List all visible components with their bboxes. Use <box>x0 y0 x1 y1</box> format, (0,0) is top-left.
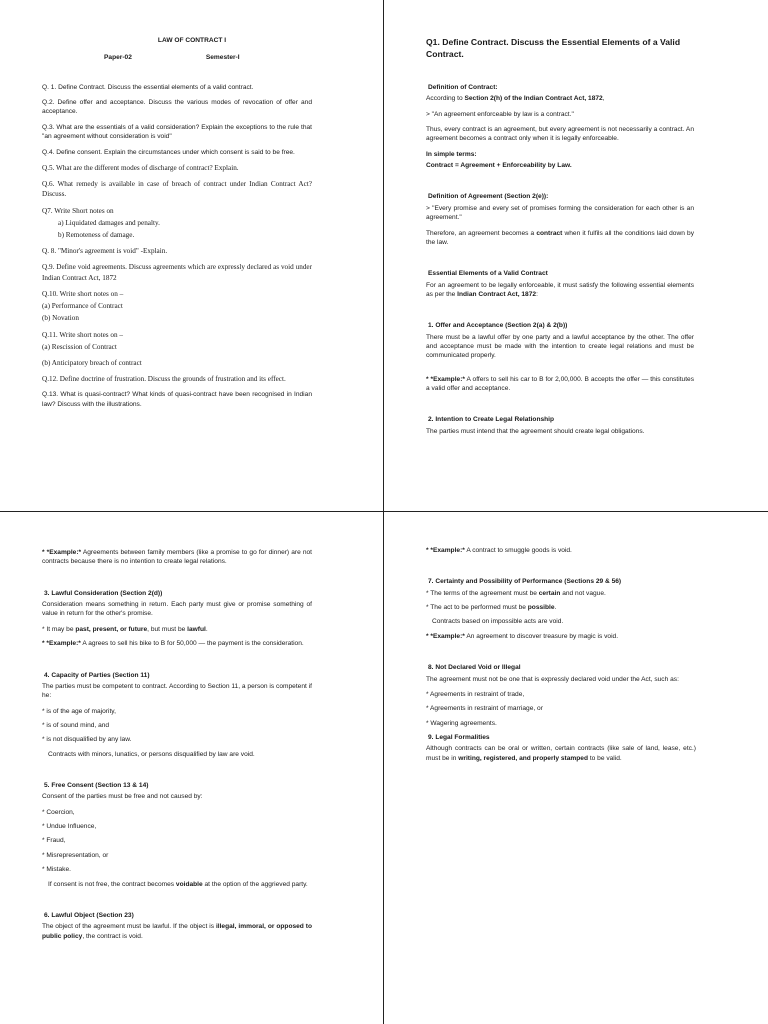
definition-agreement-heading: Definition of Agreement (Section 2(e)): <box>428 193 549 201</box>
element-4-bullet-1: * is of the age of majority, <box>42 707 116 715</box>
question-3: Q.3. What are the essentials of a valid consideration? Explain the exceptions to the rule that "an agreement without consideration is void" <box>42 123 312 141</box>
question-11: Q.11. Write short notes on – <box>42 330 123 339</box>
element-5-bullet-3: * Fraud, <box>42 837 66 845</box>
element-4-bullet-2: * is of sound mind, and <box>42 721 110 729</box>
element-8-text: The agreement must not be one that is expressly declared void under the Act, such as: <box>426 675 679 683</box>
element-5-note: If consent is not free, the contract becomes voidable at the option of the aggrieved party. <box>48 880 308 888</box>
definition-contract-heading: Definition of Contract: <box>428 83 498 91</box>
question-6: Q.6. What remedy is available in case of breach of contract under Indian Contract Act? Discuss. <box>42 180 312 199</box>
simple-terms-heading: In simple terms: <box>426 150 477 158</box>
question-2: Q.2. Define offer and acceptance. Discuss the various modes of revocation of offer and acceptance. <box>42 99 312 116</box>
element-3-bullet: * It may be past, present, or future, but must be lawful. <box>42 625 208 633</box>
element-8-bullet-1: * Agreements in restraint of trade, <box>426 690 525 698</box>
element-4-text: The parties must be competent to contract. According to Section 11, a person is competent if he: <box>42 682 312 700</box>
element-8-heading: 8. Not Declared Void or Illegal <box>428 664 521 672</box>
element-7-bullet-2: * The act to be performed must be possible. <box>426 604 557 612</box>
element-1-heading: 1. Offer and Acceptance (Section 2(a) & 2(b)) <box>428 322 568 330</box>
element-9-text: Although contracts can be oral or written, certain contracts (like sale of land, lease, etc.) must be in writing, registered, and properly stamped to be valid. <box>426 745 696 762</box>
element-8-bullet-2: * Agreements in restraint of marriage, or <box>426 705 543 713</box>
element-5-heading: 5. Free Consent (Section 13 & 14) <box>44 782 149 790</box>
question-11-b: (b) Anticipatory breach of contract <box>42 358 142 367</box>
question-10: Q.10. Write short notes on – <box>42 289 124 298</box>
paper-semester-row <box>42 53 312 62</box>
element-9-heading: 9. Legal Formalities <box>428 733 490 741</box>
element-3-heading: 3. Lawful Consideration (Section 2(d)) <box>44 589 163 597</box>
contract-formula: Contract = Agreement + Enforceability by Law. <box>426 162 572 170</box>
page-answer-1 <box>384 0 768 512</box>
element-1-example: * *Example:* A offers to sell his car to B for 2,00,000. B accepts the offer — this constitutes a valid offer and acceptance. <box>426 375 694 393</box>
element-4-note: Contracts with minors, lunatics, or persons disqualified by law are void. <box>48 750 255 758</box>
element-5-bullet-4: * Misrepresentation, or <box>42 851 109 859</box>
definition-contract-quote: > "An agreement enforceable by law is a contract." <box>426 110 574 118</box>
element-5-bullet-5: * Mistake. <box>42 866 71 874</box>
element-2-heading: 2. Intention to Create Legal Relationship <box>428 416 555 424</box>
element-7-note: Contracts based on impossible acts are void. <box>432 618 564 626</box>
question-10-b: (b) Novation <box>42 314 79 323</box>
element-8-bullet-3: * Wagering agreements. <box>426 719 497 727</box>
semester-label: Semester-I <box>205 54 240 62</box>
element-5-bullet-1: * Coercion, <box>42 808 75 816</box>
element-5-bullet-2: * Undue Influence, <box>42 823 97 831</box>
page-question-list <box>0 0 384 512</box>
question-1: Q. 1. Define Contract. Discuss the essential elements of a valid contract. <box>42 83 254 91</box>
question-7-b: b) Remoteness of damage. <box>58 230 135 239</box>
page-answer-2 <box>0 512 384 1024</box>
definition-contract-source: According to Section 2(h) of the Indian Contract Act, 1872, <box>426 95 605 103</box>
question-8: Q. 8. "Minor's agreement is void" -Explain. <box>42 247 168 256</box>
page-answer-3 <box>384 512 768 1024</box>
question-13: Q.13. What is quasi-contract? What kinds of quasi-contract have been recognised in Indian law? Discuss with the illustrations. <box>42 391 312 408</box>
question-9: Q.9. Define void agreements. Discuss agreements which are expressly declared as void under Indian Contract Act, 1872 <box>42 263 312 282</box>
element-6-heading: 6. Lawful Object (Section 23) <box>44 911 134 919</box>
element-2-example: * *Example:* Agreements between family members (like a promise to go for dinner) are not contracts because there is no intention to create legal relations. <box>42 549 312 566</box>
element-5-text: Consent of the parties must be free and not caused by: <box>42 793 203 801</box>
answer-heading: Q1. Define Contract. Discuss the Essential Elements of a Valid Contract. <box>426 37 681 60</box>
element-2-text: The parties must intend that the agreement should create legal obligations. <box>426 427 645 435</box>
paper-label: Paper-02 <box>104 54 132 62</box>
question-11-a: (a) Rescission of Contract <box>42 342 117 351</box>
essential-elements-heading: Essential Elements of a Valid Contract <box>428 270 548 278</box>
element-6-text: The object of the agreement must be lawful. If the object is illegal, immoral, or opposed to public policy, the contract is void. <box>42 923 312 940</box>
question-7: Q7. Write Short notes on <box>42 206 114 215</box>
element-6-example: * *Example:* A contract to smuggle goods is void. <box>426 547 572 554</box>
element-7-heading: 7. Certainty and Possibility of Performance (Sections 29 & 56) <box>428 578 622 586</box>
element-1-text: There must be a lawful offer by one party and a lawful acceptance by the other. The offer and acceptance must be made with the intention to create legal relations and must be communicated properly. <box>426 333 694 360</box>
element-3-example: * *Example:* A agrees to sell his bike to B for 50,000 — the payment is the consideration. <box>42 640 304 648</box>
question-5: Q.5. What are the different modes of discharge of contract? Explain. <box>42 163 239 172</box>
question-4: Q.4. Define consent. Explain the circumstances under which consent is said to be free. <box>42 148 295 156</box>
document-title: LAW OF CONTRACT I <box>157 37 227 44</box>
definition-contract-explanation: Thus, every contract is an agreement, but every agreement is not necessarily a contract. An agreement becomes a contract only when it is legally enforceable. <box>426 125 694 143</box>
definition-agreement-explanation: Therefore, an agreement becomes a contract when it fulfils all the conditions laid down by the law. <box>426 229 694 246</box>
question-10-a: (a) Performance of Contract <box>42 302 123 311</box>
element-4-bullet-3: * is not disqualified by any law. <box>42 736 132 744</box>
definition-agreement-quote: > "Every promise and every set of promises forming the consideration for each other is an agreement." <box>426 204 694 222</box>
question-7-a: a) Liquidated damages and penalty. <box>58 218 160 227</box>
element-7-bullet-1: * The terms of the agreement must be certain and not vague. <box>426 589 606 597</box>
element-3-text: Consideration means something in return. Each party must give or promise something of value in return for the other's promise. <box>42 601 312 618</box>
question-12: Q.12. Define doctrine of frustration. Discuss the grounds of frustration and its effect. <box>42 375 286 384</box>
essential-elements-intro: For an agreement to be legally enforceable, it must satisfy the following essential elements as per the Indian Contract Act, 1872: <box>426 281 694 298</box>
element-4-heading: 4. Capacity of Parties (Section 11) <box>44 671 150 679</box>
element-7-example: * *Example:* An agreement to discover treasure by magic is void. <box>426 632 619 640</box>
